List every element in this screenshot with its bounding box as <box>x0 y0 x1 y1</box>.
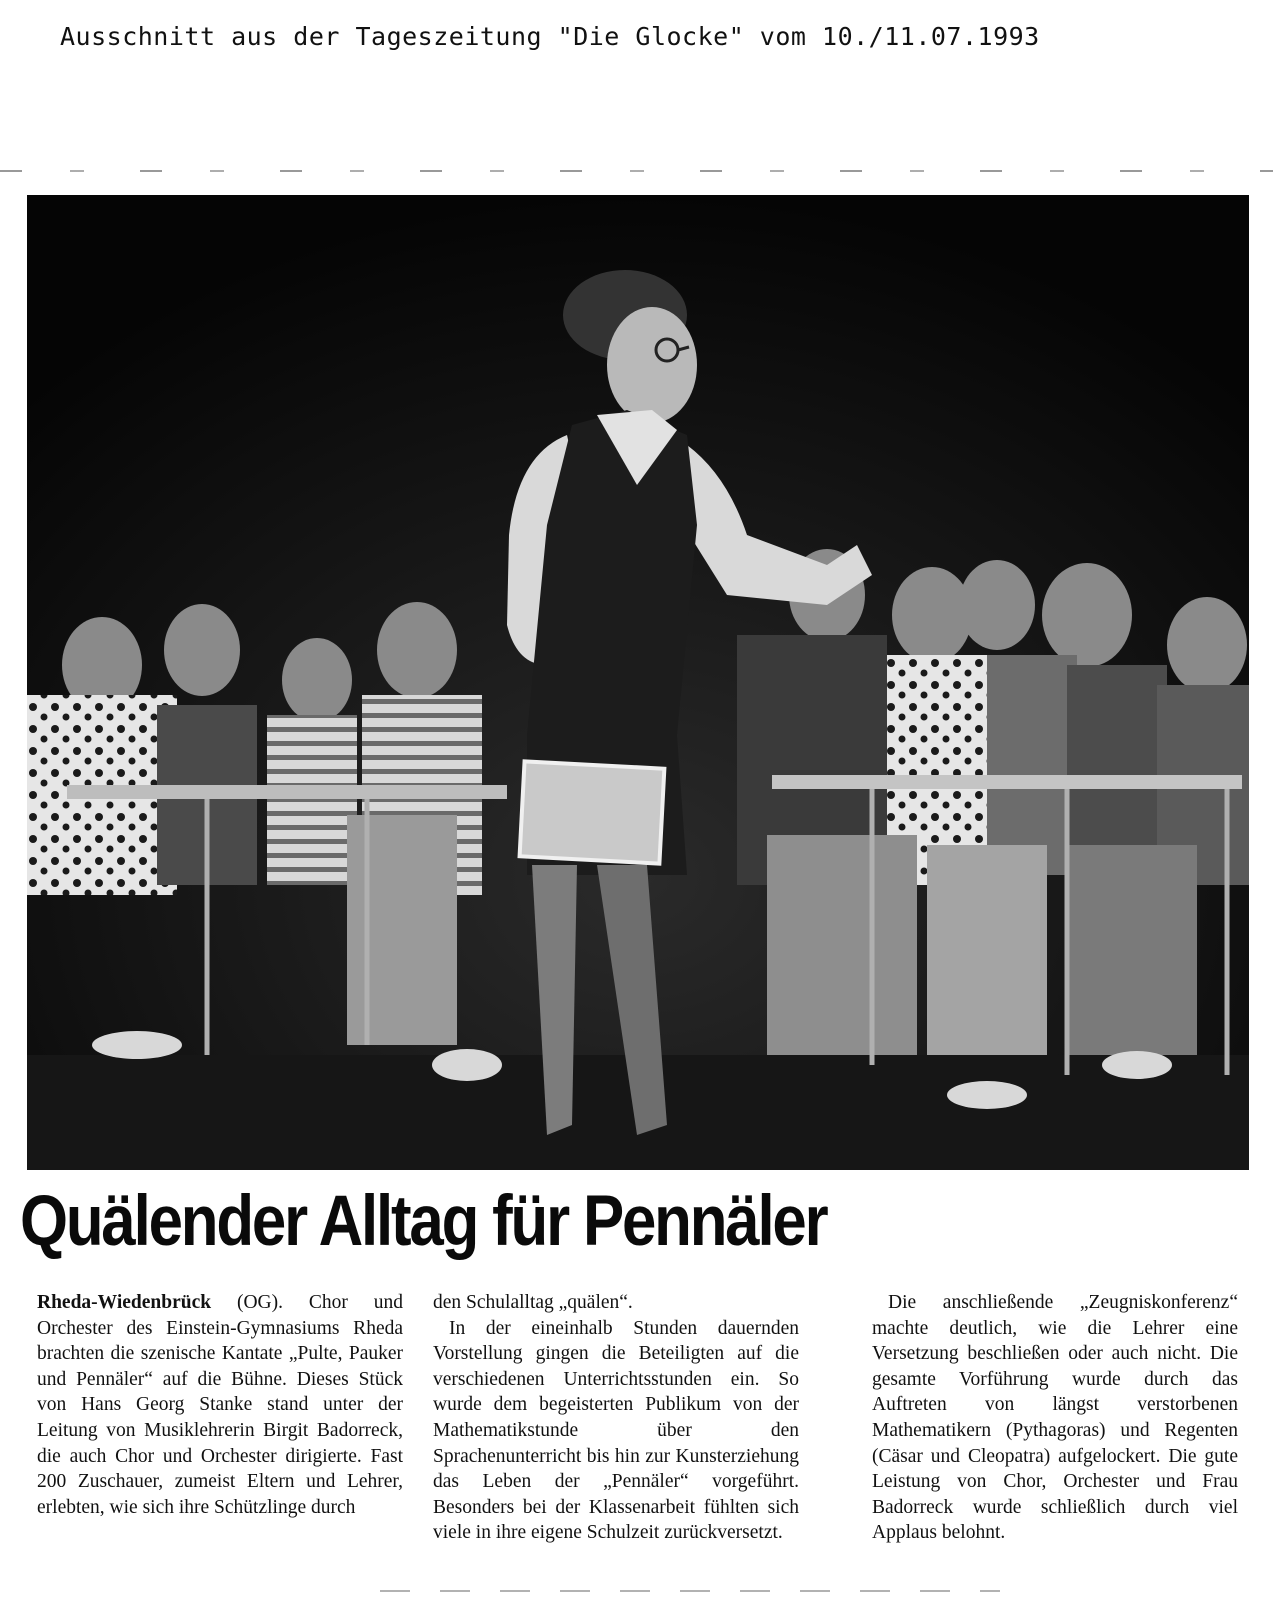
dateline: Rheda-Wiedenbrück <box>37 1292 212 1313</box>
paragraph: Die anschließende „Zeugniskonferenz“ machte deutlich, wie die Lehrer eine Versetzung beschließen oder auch nicht. Die gesamte Vorführung wurde durch das Auftreten von längst verstorbenen Mathematikern (Pythagoras) und Regenten (Cäsar und Cleopatra) aufgelockert. Die gute Leistung von Chor, Orchester und Frau Badorreck wurde schließlich durch viel Applaus belohnt. <box>872 1292 1238 1544</box>
scan-rule-bottom <box>380 1590 1000 1592</box>
paragraph <box>37 1290 403 1520</box>
article-column-2 <box>433 1290 799 1546</box>
scan-rule-top <box>0 170 1273 172</box>
paragraph: In der eineinhalb Stunden dauernden Vorstellung gingen die Beteiligten auf die verschiedenen Unterrichtsstunden ein. So wurde dem begeisterten Publikum von der Mathematikstunde über den Sprachenunterricht bis hin zur Kunsterziehung das Leben der „Pennäler“ vorgeführt. Besonders bei der Klassenarbeit fühlten sich viele in ihre eigene Schulzeit zurückversetzt. <box>433 1317 799 1544</box>
headline: Quälender Alltag für Pennäler <box>20 1182 827 1261</box>
article-column-3 <box>872 1290 1238 1546</box>
source-note: Ausschnitt aus der Tageszeitung "Die Glocke" vom 10./11.07.1993 <box>60 22 1040 51</box>
article-photo <box>27 195 1249 1170</box>
paragraph-text: (OG). Chor und Orchester des Einstein-Gymnasiums Rheda brachten die szenische Kantate „Pulte, Pauker und Pennäler“ auf die Bühne. Dieses Stück von Hans Georg Stanke stand unter der Leitung von Musiklehrerin Birgit Badorreck, die auch Chor und Orchester dirigierte. Fast 200 Zuschauer, zumeist Eltern und Lehrer, erlebten, wie sich ihre Schützlinge durch <box>37 1292 403 1518</box>
article-column-1 <box>37 1290 403 1520</box>
paragraph: den Schulalltag „quälen“. <box>433 1292 633 1313</box>
